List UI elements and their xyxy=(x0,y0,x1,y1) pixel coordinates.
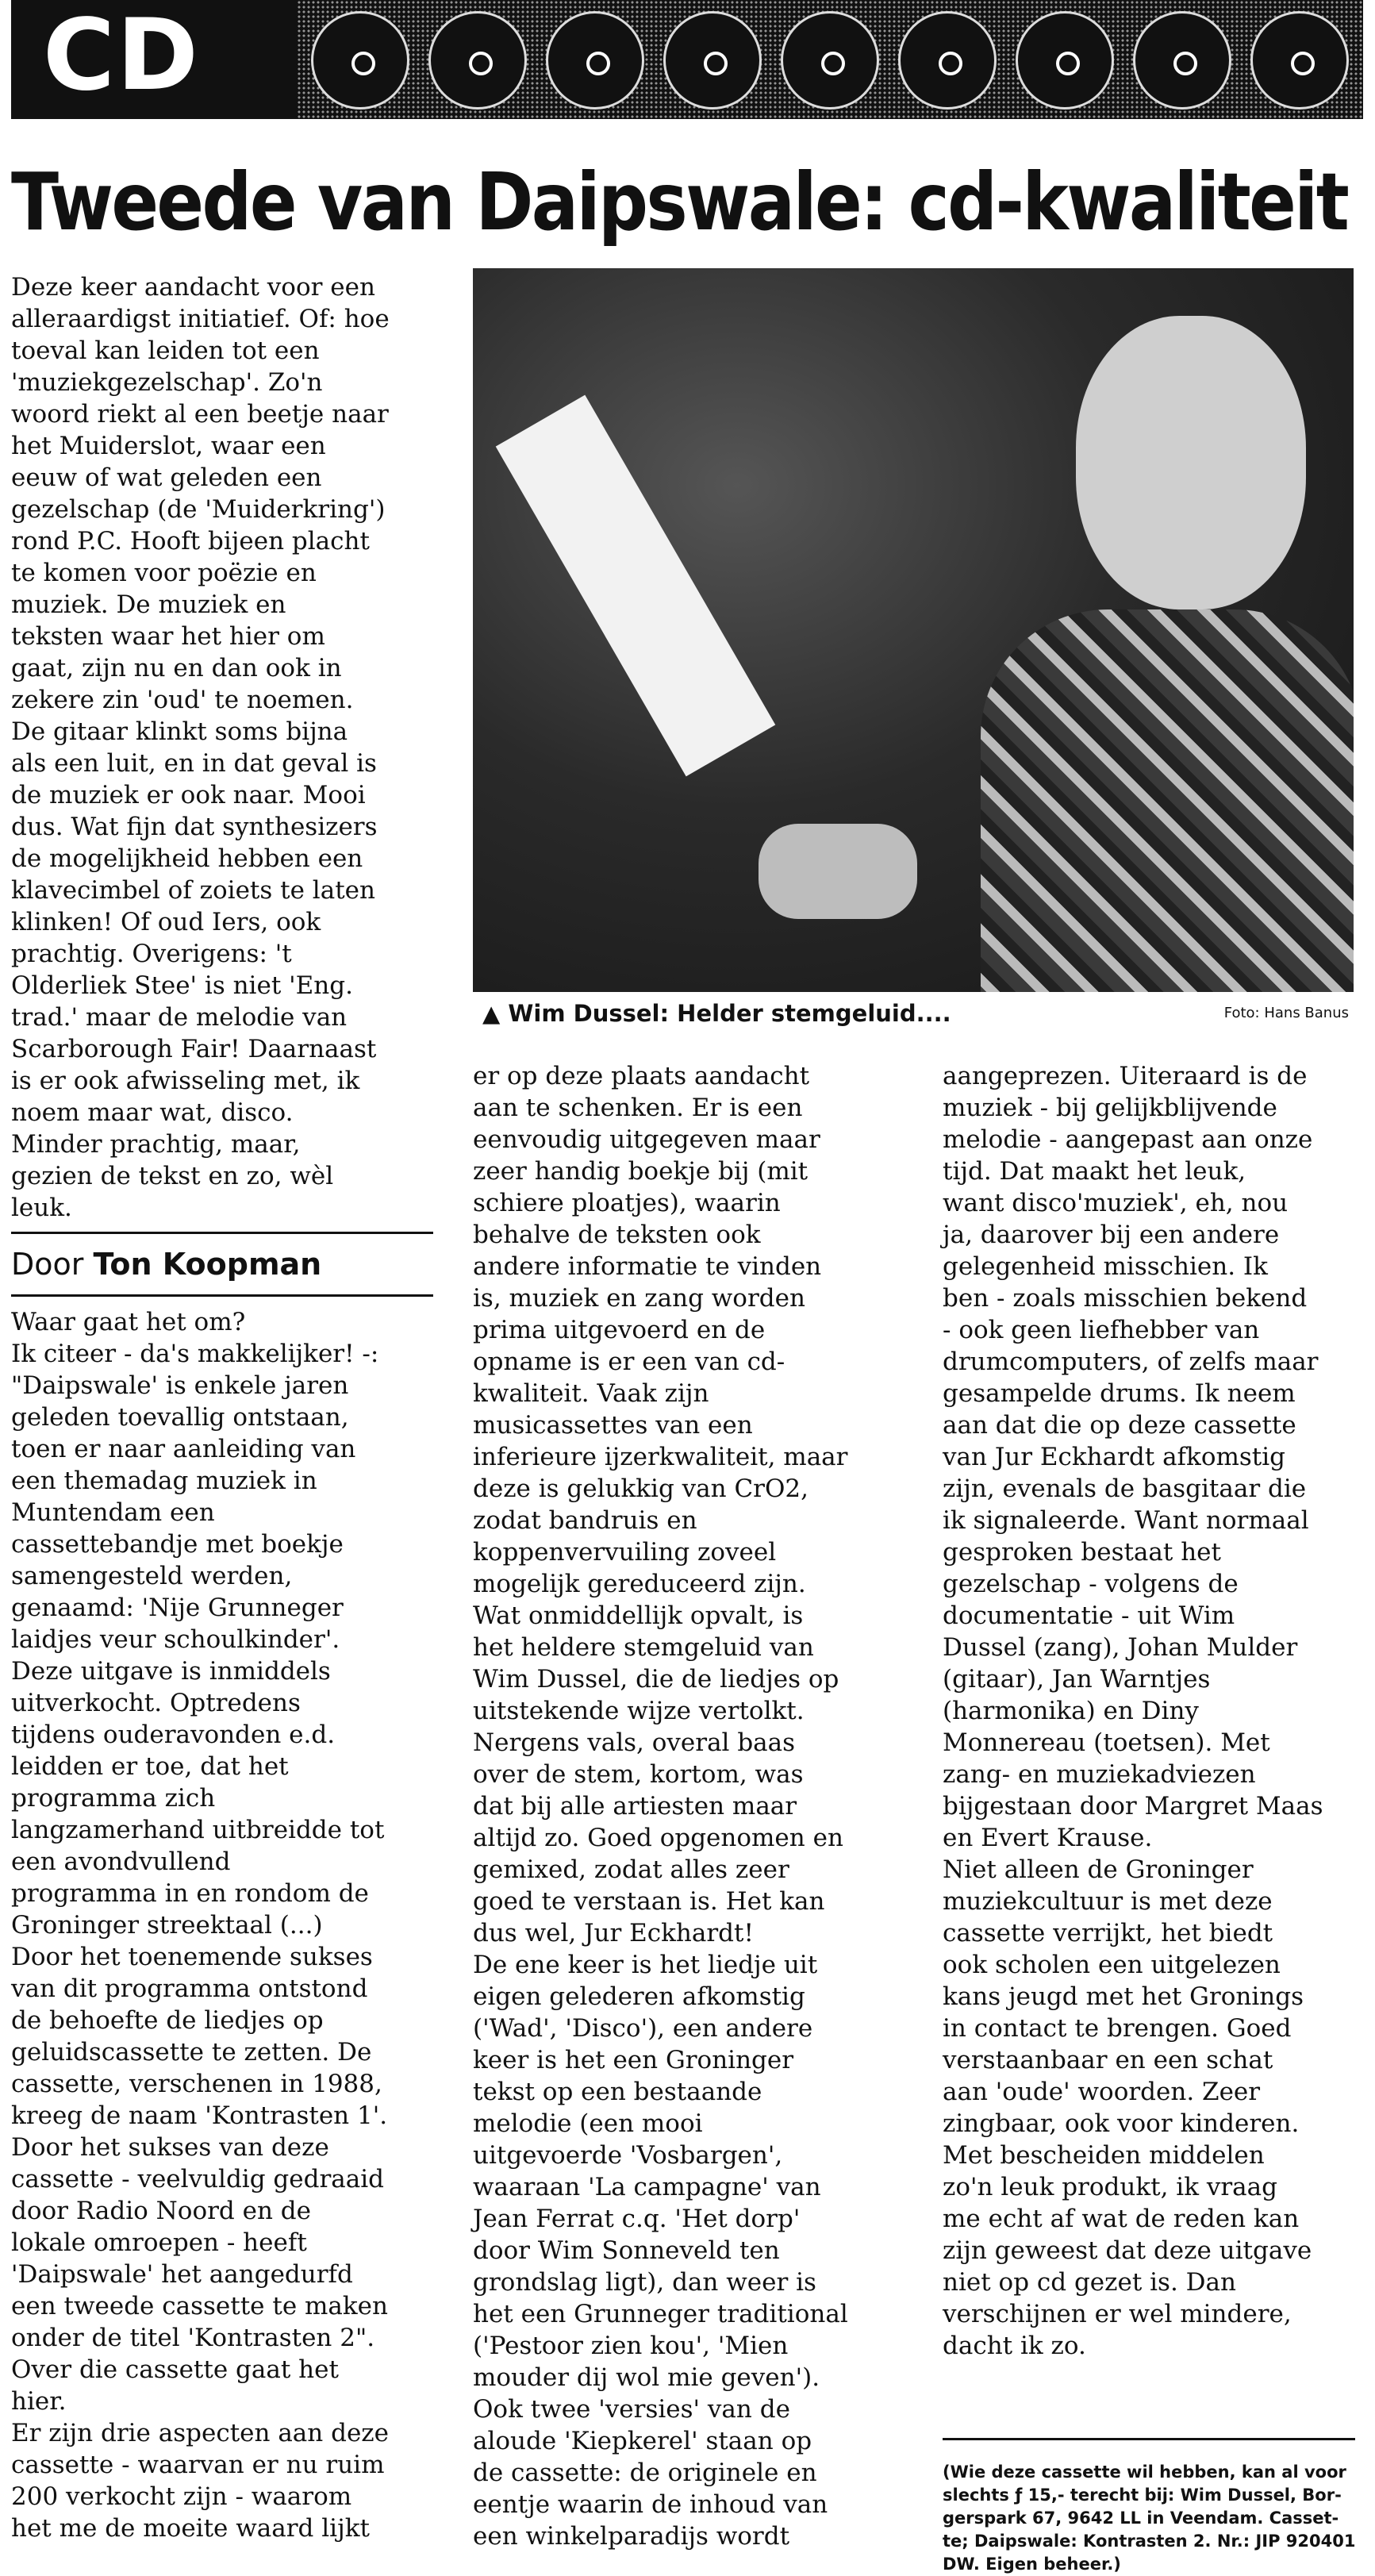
text-line: geluidscassette te zetten. De xyxy=(11,2038,372,2067)
text-line: cassette, verschenen in 1988, xyxy=(11,2070,382,2098)
text-line: documentatie - uit Wim xyxy=(943,1601,1235,1630)
text-line: de muziek er ook naar. Mooi xyxy=(11,781,366,809)
text-line: andere informatie te vinden xyxy=(473,1252,822,1281)
text-line: waaraan 'La campagne' van xyxy=(473,2173,821,2201)
text-line: mogelijk gereduceerd zijn. xyxy=(473,1570,806,1598)
text-line: rond P.C. Hooft bijeen placht xyxy=(11,527,370,556)
text-line: toeval kan leiden tot een xyxy=(11,336,320,365)
text-line: ik signaleerde. Want normaal xyxy=(943,1506,1309,1535)
text-line: het heldere stemgeluid van xyxy=(473,1633,814,1662)
text-line: een winkelparadijs wordt xyxy=(473,2522,790,2551)
text-line: behalve de teksten ook xyxy=(473,1221,761,1249)
text-line: alleraardigst initiatief. Of: hoe xyxy=(11,305,390,333)
text-line: uitgevoerde 'Vosbargen', xyxy=(473,2141,783,2170)
byline-prefix: Door xyxy=(11,1247,84,1282)
text-line: De gitaar klinkt soms bijna xyxy=(11,717,348,746)
text-line: gelegenheid misschien. Ik xyxy=(943,1252,1268,1281)
cd-disc-icon xyxy=(1016,11,1114,110)
text-line: Dussel (zang), Johan Mulder xyxy=(943,1633,1298,1662)
text-line: eigen gelederen afkomstig xyxy=(473,1982,805,2011)
text-line: tijd. Dat maakt het leuk, xyxy=(943,1157,1246,1186)
text-line: genaamd: 'Nije Grunneger xyxy=(11,1594,344,1622)
cd-disc-icon xyxy=(546,11,644,110)
photo-caption xyxy=(473,997,1354,1032)
text-line: eentje waarin de inhoud van xyxy=(473,2490,828,2519)
cd-disc-icon xyxy=(663,11,762,110)
text-line: Door het sukses van deze xyxy=(11,2133,329,2162)
caption-text: ▲ Wim Dussel: Helder stemgeluid.... xyxy=(482,1000,951,1027)
text-line: altijd zo. Goed opgenomen en xyxy=(473,1824,843,1852)
text-line: Scarborough Fair! Daarnaast xyxy=(11,1035,377,1063)
cd-disc-icon xyxy=(1133,11,1231,110)
text-line: (gitaar), Jan Warntjes xyxy=(943,1665,1211,1694)
text-line: koppenvervuiling zoveel xyxy=(473,1538,777,1567)
text-line: zodat bandruis en xyxy=(473,1506,697,1535)
column-1 xyxy=(11,1306,444,2544)
text-line: Nergens vals, overal baas xyxy=(473,1728,796,1757)
text-line: ben - zoals misschien bekend xyxy=(943,1284,1308,1313)
text-line: de cassette: de originele en xyxy=(473,2459,817,2487)
text-line: tijdens ouderavonden e.d. xyxy=(11,1721,336,1749)
text-line: het me de moeite waard lijkt xyxy=(11,2514,370,2543)
text-line: laidjes veur schoulkinder'. xyxy=(11,1625,340,1654)
text-line: woord riekt al een beetje naar xyxy=(11,400,389,429)
text-line: bijgestaan door Margret Maas xyxy=(943,1792,1323,1821)
text-line: zang- en muziekadviezen xyxy=(943,1760,1256,1789)
text-line: zeer handig boekje bij (mit xyxy=(473,1157,808,1186)
text-line: gesproken bestaat het xyxy=(943,1538,1221,1567)
text-line: teksten waar het hier om xyxy=(11,622,325,651)
text-line: melodie (een mooi xyxy=(473,2109,703,2138)
text-line: 'Daipswale' het aangedurfd xyxy=(11,2260,353,2289)
text-line: te; Daipswale: Kontrasten 2. Nr.: JIP 920401 xyxy=(943,2532,1356,2551)
text-line: er op deze plaats aandacht xyxy=(473,1062,810,1090)
text-line: uitstekende wijze vertolkt. xyxy=(473,1697,805,1725)
text-line: en Evert Krause. xyxy=(943,1824,1153,1852)
text-line: leuk. xyxy=(11,1194,72,1222)
cd-disc-icon xyxy=(311,11,409,110)
text-line: samengesteld werden, xyxy=(11,1562,293,1590)
text-line: cassettebandje met boekje xyxy=(11,1530,344,1559)
text-line: gezelschap - volgens de xyxy=(943,1570,1239,1598)
man-head xyxy=(1076,316,1306,609)
text-line: prima uitgevoerd en de xyxy=(473,1316,766,1344)
text-line: gaat, zijn nu en dan ook in xyxy=(11,654,342,682)
text-line: Ook twee 'versies' van de xyxy=(473,2395,790,2424)
man-sweater xyxy=(981,609,1354,992)
text-line: aan dat die op deze cassette xyxy=(943,1411,1296,1440)
text-line: is, muziek en zang worden xyxy=(473,1284,805,1313)
text-line: Er zijn drie aspecten aan deze xyxy=(11,2419,389,2447)
text-line: ja, daarover bij een andere xyxy=(943,1221,1280,1249)
text-line: langzamerhand uitbreidde tot xyxy=(11,1816,385,1844)
text-line: toen er naar aanleiding van xyxy=(11,1435,356,1463)
text-line: eenvoudig uitgegeven maar xyxy=(473,1125,820,1154)
text-line: lokale omroepen - heeft xyxy=(11,2228,307,2257)
text-line: een avondvullend xyxy=(11,1847,231,1876)
text-line: eeuw of wat geleden een xyxy=(11,463,322,492)
text-line: Wat onmiddellijk opvalt, is xyxy=(473,1601,804,1630)
text-line: hier. xyxy=(11,2387,67,2416)
text-line: Wim Dussel, die de liedjes op xyxy=(473,1665,839,1694)
text-line: drumcomputers, of zelfs maar xyxy=(943,1348,1319,1376)
text-line: muziekcultuur is met deze xyxy=(943,1887,1273,1916)
text-line: over de stem, kortom, was xyxy=(473,1760,804,1789)
section-label: CD xyxy=(43,0,200,113)
text-line: dus. Wat fijn dat synthesizers xyxy=(11,813,378,841)
byline xyxy=(11,1232,433,1297)
article-headline: Tweede van Daipswale: cd-kwaliteit xyxy=(11,156,1348,248)
text-line: Olderliek Stee' is niet 'Eng. xyxy=(11,971,353,1000)
text-line: klavecimbel of zoiets te laten xyxy=(11,876,375,905)
text-line: uitverkocht. Optredens xyxy=(11,1689,301,1717)
text-line: Monnereau (toetsen). Met xyxy=(943,1728,1270,1757)
text-line: cassette verrijkt, het biedt xyxy=(943,1919,1273,1947)
text-line: kreeg de naam 'Kontrasten 1'. xyxy=(11,2101,388,2130)
text-line: gezelschap (de 'Muiderkring') xyxy=(11,495,386,524)
text-line: in contact te brengen. Goed xyxy=(943,2014,1292,2043)
text-line: dus wel, Jur Eckhardt! xyxy=(473,1919,754,1947)
text-line: kwaliteit. Vaak zijn xyxy=(473,1379,709,1408)
cd-disc-icon xyxy=(898,11,997,110)
text-line: onder de titel 'Kontrasten 2". xyxy=(11,2324,375,2352)
text-line: cassette - veelvuldig gedraaid xyxy=(11,2165,384,2193)
text-line: DW. Eigen beheer.) xyxy=(943,2555,1121,2574)
text-line: dat bij alle artiesten maar xyxy=(473,1792,797,1821)
text-line: goed te verstaan is. Het kan xyxy=(473,1887,825,1916)
text-line: ('Pestoor zien kou', 'Mien xyxy=(473,2332,789,2360)
hand xyxy=(759,824,917,919)
text-line: verstaanbaar en een schat xyxy=(943,2046,1273,2074)
text-line: zijn geweest dat deze uitgave xyxy=(943,2236,1312,2265)
text-line: niet op cd gezet is. Dan xyxy=(943,2268,1236,2297)
text-line: Niet alleen de Groninger xyxy=(943,1855,1254,1884)
text-line: mouder dij wol mie geven'). xyxy=(473,2363,820,2392)
text-line: verschijnen er wel mindere, xyxy=(943,2300,1292,2328)
text-line: trad.' maar de melodie van xyxy=(11,1003,348,1032)
text-line: Groninger streektaal (...) xyxy=(11,1911,323,1940)
text-line: de behoefte de liedjes op xyxy=(11,2006,324,2035)
text-line: inferieure ijzerkwaliteit, maar xyxy=(473,1443,848,1471)
text-line: keer is het een Groninger xyxy=(473,2046,794,2074)
text-line: dacht ik zo. xyxy=(943,2332,1086,2360)
text-line: zekere zin 'oud' te noemen. xyxy=(11,686,354,714)
text-line: Ik citeer - da's makkelijker! -: xyxy=(11,1340,379,1368)
text-line: want disco'muziek', eh, nou xyxy=(943,1189,1289,1217)
column-3 xyxy=(943,1060,1375,2362)
text-line: aloude 'Kiepkerel' staan op xyxy=(473,2427,812,2455)
byline-author: Ton Koopman xyxy=(93,1247,322,1282)
text-line: ('Wad', 'Disco'), een andere xyxy=(473,2014,813,2043)
text-line: De ene keer is het liedje uit xyxy=(473,1951,818,1979)
text-line: tekst op een bestaande xyxy=(473,2078,762,2106)
text-line: als een luit, en in dat geval is xyxy=(11,749,377,778)
text-line: aangeprezen. Uiteraard is de xyxy=(943,1062,1308,1090)
text-line: "Daipswale' is enkele jaren xyxy=(11,1371,349,1400)
text-line: leidden er toe, dat het xyxy=(11,1752,289,1781)
text-line: 'muziekgezelschap'. Zo'n xyxy=(11,368,323,397)
text-line: noem maar wat, disco. xyxy=(11,1098,294,1127)
text-line: gemixed, zodat alles zeer xyxy=(473,1855,789,1884)
text-line: Deze keer aandacht voor een xyxy=(11,273,375,302)
text-line: grondslag ligt), dan weer is xyxy=(473,2268,816,2297)
text-line: Jean Ferrat c.q. 'Het dorp' xyxy=(473,2205,801,2233)
text-line: Deze uitgave is inmiddels xyxy=(11,1657,331,1686)
text-line: slechts ƒ 15,- terecht bij: Wim Dussel, Bor- xyxy=(943,2486,1342,2505)
cd-disc-icon xyxy=(781,11,879,110)
text-line: geleden toevallig ontstaan, xyxy=(11,1403,349,1432)
text-line: een themadag muziek in xyxy=(11,1467,317,1495)
order-info xyxy=(943,2438,1355,2576)
text-line: aan te schenken. Er is een xyxy=(473,1094,803,1122)
cd-disc-icon xyxy=(1250,11,1349,110)
text-line: de mogelijkheid hebben een xyxy=(11,844,363,873)
text-line: zingbaar, ook voor kinderen. xyxy=(943,2109,1300,2138)
text-line: van Jur Eckhardt afkomstig xyxy=(943,1443,1286,1471)
text-line: is er ook afwisseling met, ik xyxy=(11,1067,360,1095)
text-line: gesampelde drums. Ik neem xyxy=(943,1379,1296,1408)
text-line: Waar gaat het om? xyxy=(11,1308,246,1336)
text-line: aan 'oude' woorden. Zeer xyxy=(943,2078,1261,2106)
text-line: zijn, evenals de basgitaar die xyxy=(943,1474,1307,1503)
text-line: musicassettes van een xyxy=(473,1411,753,1440)
text-line: me echt af wat de reden kan xyxy=(943,2205,1300,2233)
text-line: een tweede cassette te maken xyxy=(11,2292,388,2320)
text-line: zo'n leuk produkt, ik vraag xyxy=(943,2173,1277,2201)
article-photo xyxy=(473,268,1354,992)
text-line: ook scholen een uitgelezen xyxy=(943,1951,1281,1979)
text-line: Over die cassette gaat het xyxy=(11,2355,339,2384)
text-line: programma zich xyxy=(11,1784,216,1813)
text-line: het een Grunneger traditional xyxy=(473,2300,848,2328)
text-line: melodie - aangepast aan onze xyxy=(943,1125,1313,1154)
section-banner xyxy=(11,0,1363,119)
text-line: opname is er een van cd- xyxy=(473,1348,785,1376)
text-line: Met bescheiden middelen xyxy=(943,2141,1265,2170)
text-line: muziek. De muziek en xyxy=(11,590,286,619)
text-line: Minder prachtig, maar, xyxy=(11,1130,301,1159)
text-line: (Wie deze cassette wil hebben, kan al voor xyxy=(943,2463,1346,2482)
intro-paragraph xyxy=(11,271,440,1224)
text-line: muziek - bij gelijkblijvende xyxy=(943,1094,1277,1122)
text-line: kans jeugd met het Gronings xyxy=(943,1982,1304,2011)
text-line: (harmonika) en Diny xyxy=(943,1697,1199,1725)
cd-disc-icon xyxy=(428,11,527,110)
text-line: klinken! Of oud Iers, ook xyxy=(11,908,321,936)
text-line: gezien de tekst en zo, wèl xyxy=(11,1162,334,1190)
text-line: 200 verkocht zijn - waarom xyxy=(11,2482,352,2511)
text-line: cassette - waarvan er nu ruim xyxy=(11,2451,385,2479)
column-2 xyxy=(473,1060,905,2552)
text-line: schiere ploatjes), waarin xyxy=(473,1189,781,1217)
text-line: - ook geen liefhebber van xyxy=(943,1316,1260,1344)
text-line: programma in en rondom de xyxy=(11,1879,369,1908)
text-line: van dit programma ontstond xyxy=(11,1974,368,2003)
text-line: Door het toenemende sukses xyxy=(11,1943,373,1971)
text-line: Muntendam een xyxy=(11,1498,215,1527)
text-line: prachtig. Overigens: 't xyxy=(11,940,292,968)
text-line: door Wim Sonneveld ten xyxy=(473,2236,780,2265)
text-line: te komen voor poëzie en xyxy=(11,559,317,587)
text-line: gerspark 67, 9642 LL in Veendam. Casset- xyxy=(943,2509,1339,2528)
text-line: deze is gelukkig van CrO2, xyxy=(473,1474,808,1503)
text-line: het Muiderslot, waar een xyxy=(11,432,326,460)
photo-credit: Foto: Hans Banus xyxy=(1223,1005,1349,1021)
text-line: door Radio Noord en de xyxy=(11,2197,311,2225)
